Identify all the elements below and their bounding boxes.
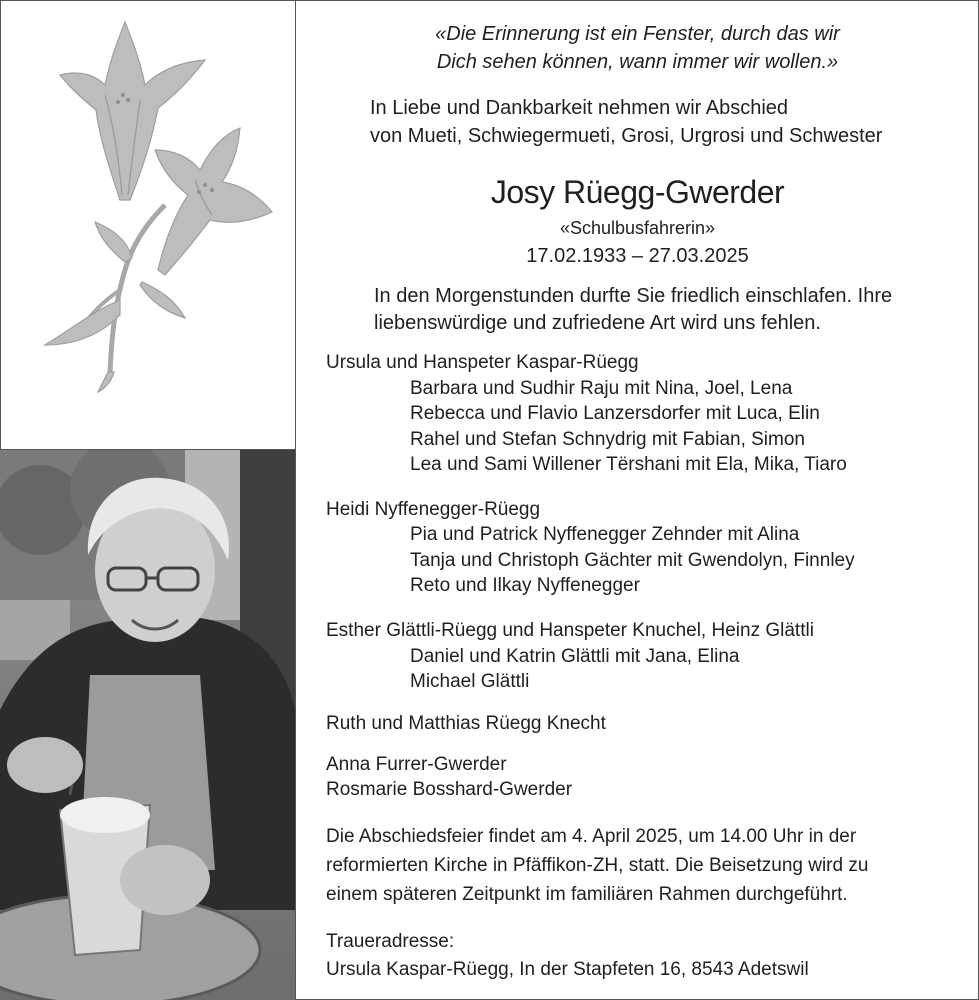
left-column bbox=[0, 0, 295, 1000]
family-head: Esther Glättli-Rüegg und Hanspeter Knuchel, Heinz Glättli bbox=[326, 620, 814, 641]
family-head: Ruth und Matthias Rüegg Knecht bbox=[326, 713, 606, 734]
ceremony-line-3: einem späteren Zeitpunkt im familiären Rahmen durchgeführt. bbox=[326, 884, 848, 905]
passing-message-line-1: In den Morgenstunden durfte Sie friedlich einschlafen. Ihre bbox=[374, 285, 893, 307]
farewell-intro-line-1: In Liebe und Dankbarkeit nehmen wir Abschied bbox=[370, 97, 789, 119]
family-member: Lea und Sami Willener Tërshani mit Ela, Mika, Tiaro bbox=[410, 454, 847, 475]
farewell-intro-line-2: von Mueti, Schwiegermueti, Grosi, Urgrosi und Schwester bbox=[370, 125, 883, 147]
family-head: Ursula und Hanspeter Kaspar-Rüegg bbox=[326, 352, 639, 373]
deceased-occupation: «Schulbusfahrerin» bbox=[559, 218, 716, 238]
passing-message-line-2: liebenswürdige und zufriedene Art wird uns fehlen. bbox=[374, 312, 821, 334]
deceased-name: Josy Rüegg-Gwerder bbox=[490, 174, 785, 210]
family-member: Rahel und Stefan Schnydrig mit Fabian, Simon bbox=[410, 429, 805, 450]
portrait-photo bbox=[0, 450, 295, 1000]
gentian-flower-illustration bbox=[0, 0, 295, 449]
family-head: Anna Furrer-Gwerder bbox=[326, 754, 507, 775]
life-dates: 17.02.1933 – 27.03.2025 bbox=[526, 245, 749, 267]
mourning-address-label: Traueradresse: bbox=[326, 931, 455, 952]
obituary-text-column bbox=[296, 0, 979, 1000]
family-member: Pia und Patrick Nyffenegger Zehnder mit Alina bbox=[410, 524, 800, 545]
family-member: Rebecca und Flavio Lanzersdorfer mit Luca, Elin bbox=[410, 403, 820, 424]
family-member: Reto und Ilkay Nyffenegger bbox=[410, 575, 640, 596]
family-member: Daniel und Katrin Glättli mit Jana, Elina bbox=[410, 646, 740, 667]
family-head: Rosmarie Bosshard-Gwerder bbox=[326, 779, 573, 800]
family-head: Heidi Nyffenegger-Rüegg bbox=[326, 499, 541, 520]
memorial-quote-line-1: «Die Erinnerung ist ein Fenster, durch das wir bbox=[435, 23, 840, 45]
family-member: Barbara und Sudhir Raju mit Nina, Joel, Lena bbox=[410, 378, 793, 399]
family-member: Tanja und Christoph Gächter mit Gwendolyn, Finnley bbox=[410, 550, 855, 571]
memorial-quote-line-2: Dich sehen können, wann immer wir wollen.» bbox=[436, 51, 839, 73]
ceremony-line-1: Die Abschiedsfeier findet am 4. April 2025, um 14.00 Uhr in der bbox=[326, 826, 857, 847]
ceremony-line-2: reformierten Kirche in Pfäffikon-ZH, statt. Die Beisetzung wird zu bbox=[326, 855, 869, 876]
family-member: Michael Glättli bbox=[410, 671, 530, 692]
mourning-address: Ursula Kaspar-Rüegg, In der Stapfeten 16, 8543 Adetswil bbox=[326, 959, 809, 980]
